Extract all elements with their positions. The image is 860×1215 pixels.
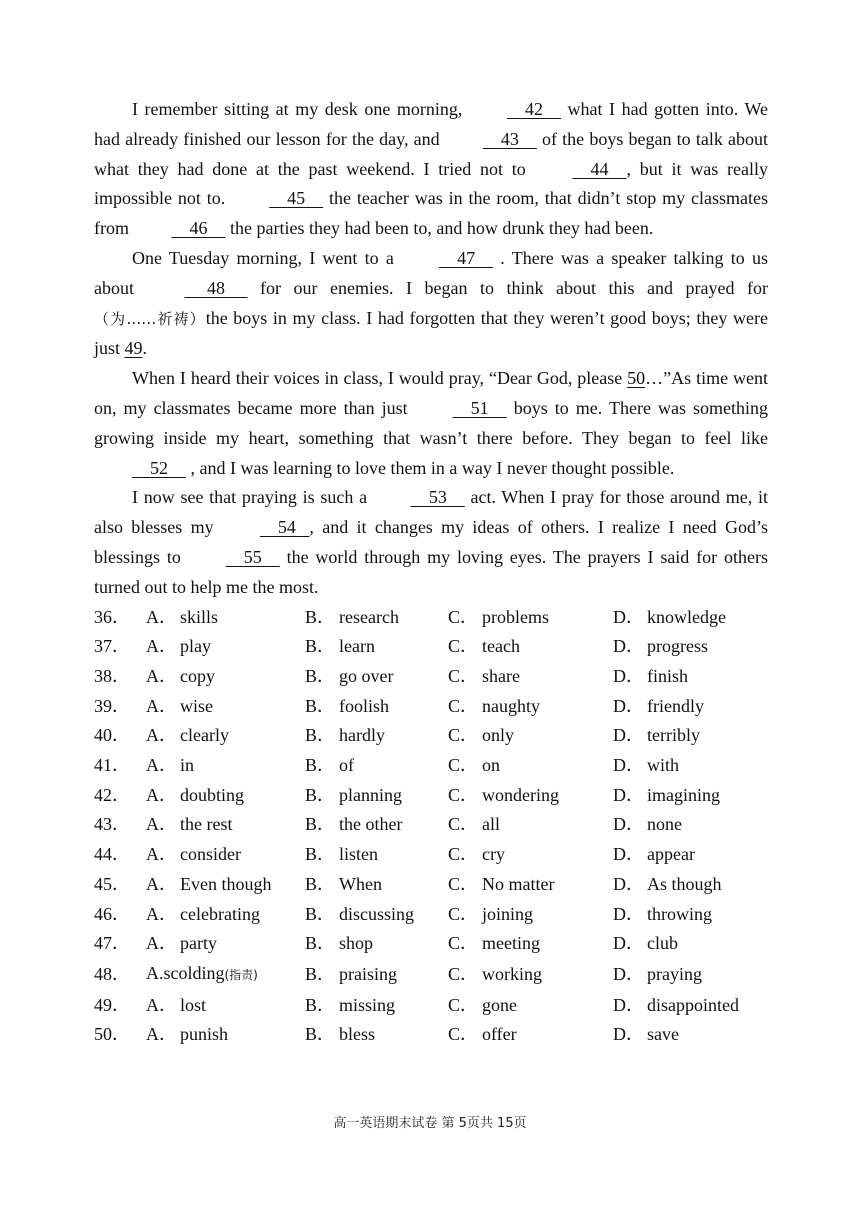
options-table: [94, 603, 768, 1051]
option-b-label: B．: [305, 606, 336, 627]
option-d: imagining: [647, 784, 720, 805]
option-a-label: A．: [146, 636, 177, 657]
option-c-label: C．: [448, 725, 479, 746]
option-a: clearly: [180, 725, 229, 746]
option-a-label: A．: [146, 814, 177, 835]
page-footer: 高一英语期末试卷 第 5页共 15页: [333, 1116, 527, 1131]
option-d: throwing: [647, 903, 712, 924]
option-b-label: B．: [305, 1024, 336, 1045]
question-row: [94, 781, 768, 811]
option-a-label: A．: [146, 933, 177, 954]
option-c: gone: [482, 994, 517, 1015]
passage-text: . There was a speaker talking to us about: [94, 247, 768, 298]
question-number: 44．: [94, 844, 130, 865]
question-row: [94, 632, 768, 662]
option-a: consider: [180, 844, 241, 865]
question-row: [94, 810, 768, 840]
option-a-label: A．: [146, 755, 177, 776]
passage-text: .: [142, 338, 148, 359]
question-number: 40．: [94, 725, 130, 746]
option-d: save: [647, 1024, 679, 1045]
option-b-label: B．: [305, 994, 336, 1015]
question-row: [94, 959, 768, 991]
option-b-label: B．: [305, 844, 336, 865]
passage-text: the world through my loving eyes. The prayers I said for others turned out to help me the most.: [94, 546, 768, 597]
option-c-label: C．: [448, 873, 479, 894]
question-number: 39．: [94, 695, 130, 716]
passage-text: of the boys began to talk about what they had done at the past weekend. I tried not to: [94, 128, 768, 179]
option-b: listen: [339, 844, 378, 865]
option-c-label: C．: [448, 933, 479, 954]
option-b-label: B．: [305, 873, 336, 894]
option-b: foolish: [339, 695, 390, 716]
option-c-label: C．: [448, 903, 479, 924]
option-d: with: [647, 755, 680, 776]
blank-55: 55: [243, 546, 262, 567]
option-d: progress: [647, 636, 708, 657]
passage-text: , and it changes my ideas of others. I realize I need God’s blessings to: [94, 517, 768, 567]
option-a: lost: [180, 994, 207, 1015]
option-a-label: A．: [146, 606, 177, 627]
option-c-label: C．: [448, 636, 479, 657]
option-b-label: B．: [305, 695, 336, 716]
option-a: play: [180, 636, 211, 657]
question-number: 47．: [94, 933, 130, 954]
question-number: 41．: [94, 755, 130, 776]
passage-text: boys to me. There was something growing inside my heart, something that wasn’t there before. They began to feel like: [94, 397, 768, 448]
option-a-label: A．: [146, 1024, 177, 1045]
question-row: [94, 751, 768, 781]
option-c-label: C．: [448, 963, 479, 984]
option-a-note: (指责): [224, 967, 258, 982]
question-row: [94, 991, 768, 1021]
blank-52: 52: [150, 457, 168, 478]
option-a-label: A．: [146, 903, 177, 924]
option-a: copy: [180, 665, 215, 686]
option-c: wondering: [482, 784, 559, 805]
question-number: 46．: [94, 903, 130, 924]
option-c: working: [482, 963, 542, 984]
option-b: bless: [339, 1024, 375, 1045]
option-a: wise: [180, 695, 213, 716]
option-b: shop: [339, 933, 374, 954]
question-number: 50．: [94, 1024, 130, 1045]
option-d-label: D．: [613, 1024, 644, 1045]
blank-49: 49: [124, 338, 143, 359]
option-c: teach: [482, 636, 520, 657]
option-d-label: D．: [613, 903, 644, 924]
option-d: appear: [647, 844, 695, 865]
question-row: [94, 721, 768, 751]
option-a-label: A.: [146, 962, 164, 983]
option-d: friendly: [647, 695, 704, 716]
passage-text: One Tuesday morning, I went to a: [132, 247, 402, 268]
blank-47: 47: [457, 247, 476, 268]
question-number: 45．: [94, 873, 130, 894]
option-d: club: [647, 933, 678, 954]
passage-text: , but it was really impossible not to.: [94, 158, 768, 209]
option-a: Even though: [180, 873, 272, 894]
option-a: punish: [180, 1024, 229, 1045]
question-number: 38．: [94, 665, 130, 686]
option-b-label: B．: [305, 636, 336, 657]
option-c-label: C．: [448, 814, 479, 835]
option-d: disappointed: [647, 994, 739, 1015]
option-d-label: D．: [613, 963, 644, 984]
option-a-label: A．: [146, 784, 177, 805]
option-d: finish: [647, 665, 689, 686]
option-b-label: B．: [305, 814, 336, 835]
option-d-label: D．: [613, 933, 644, 954]
option-c: No matter: [482, 873, 555, 894]
question-number: 49．: [94, 994, 130, 1015]
blank-44: 44: [590, 158, 609, 179]
passage-text: act. When I pray for those around me, it also blesses my: [94, 487, 768, 538]
option-a: celebrating: [180, 903, 260, 924]
option-c: all: [482, 814, 500, 835]
blank-54: 54: [277, 517, 296, 538]
exam-page: [94, 95, 768, 1050]
passage-paragraph-4: [94, 483, 768, 602]
blank-43: 43: [500, 128, 519, 149]
option-c: meeting: [482, 933, 540, 954]
option-b: learn: [339, 636, 375, 657]
option-c: cry: [482, 844, 505, 865]
passage-text: …”As time went on, my classmates became more than just: [94, 368, 768, 418]
option-d-label: D．: [613, 755, 644, 776]
option-c-label: C．: [448, 1024, 479, 1045]
option-a-label: A．: [146, 844, 177, 865]
question-number: 43．: [94, 814, 130, 835]
passage-text: I remember sitting at my desk one morning,: [132, 99, 469, 119]
question-row: [94, 662, 768, 692]
option-b: of: [339, 755, 354, 776]
question-row: [94, 840, 768, 870]
option-c-label: C．: [448, 844, 479, 865]
blank-42: 42: [524, 99, 543, 119]
option-d: knowledge: [647, 606, 726, 627]
option-c: offer: [482, 1024, 517, 1045]
option-d-label: D．: [613, 994, 644, 1015]
passage-paragraph-3: [94, 364, 768, 483]
blank-46: 46: [189, 218, 208, 239]
option-d-label: D．: [613, 665, 644, 686]
option-c-label: C．: [448, 695, 479, 716]
option-c-label: C．: [448, 994, 479, 1015]
option-a: skills: [180, 606, 219, 627]
option-c: naughty: [482, 695, 540, 716]
option-b: When: [339, 873, 382, 894]
passage-text: for our enemies. I began to think about this and prayed for: [247, 277, 768, 298]
passage-paragraph-1: [94, 95, 768, 244]
option-b: the other: [339, 814, 403, 835]
question-row: [94, 1020, 768, 1050]
question-number: 36．: [94, 606, 130, 627]
option-c-label: C．: [448, 755, 479, 776]
blank-51: 51: [470, 397, 489, 418]
option-d-label: D．: [613, 784, 644, 805]
option-b: planning: [339, 784, 402, 805]
question-row: [94, 900, 768, 930]
option-d-label: D．: [613, 814, 644, 835]
question-row: [94, 929, 768, 959]
option-d-label: D．: [613, 873, 644, 894]
blank-45: 45: [287, 188, 306, 209]
option-d-label: D．: [613, 844, 644, 865]
option-c-label: C．: [448, 606, 479, 627]
passage-text: the boys in my class. I had forgotten that they weren’t good boys; they were just: [94, 307, 768, 359]
option-d: terribly: [647, 725, 700, 746]
option-b: research: [339, 606, 399, 627]
option-b-label: B．: [305, 963, 336, 984]
option-a-label: A．: [146, 695, 177, 716]
question-row: [94, 603, 768, 633]
option-a: doubting: [180, 784, 245, 805]
question-row: [94, 692, 768, 722]
option-b: go over: [339, 665, 394, 686]
option-d-label: D．: [613, 725, 644, 746]
option-c: joining: [482, 903, 534, 924]
option-a-label: A．: [146, 725, 177, 746]
option-d: praying: [647, 963, 702, 984]
option-c: on: [482, 755, 500, 776]
option-a: party: [180, 933, 217, 954]
option-d: none: [647, 814, 682, 835]
option-b: discussing: [339, 903, 415, 924]
option-c-label: C．: [448, 665, 479, 686]
passage-text: the parties they had been to, and how drunk they had been.: [225, 218, 654, 239]
option-b-label: B．: [305, 784, 336, 805]
option-b-label: B．: [305, 665, 336, 686]
option-a: the rest: [180, 814, 233, 835]
passage-text: I now see that praying is such a: [132, 487, 373, 508]
option-d-label: D．: [613, 636, 644, 657]
option-a-label: A．: [146, 994, 177, 1015]
option-b-label: B．: [305, 903, 336, 924]
option-b-label: B．: [305, 933, 336, 954]
option-b: praising: [339, 963, 397, 984]
option-a: scolding: [163, 962, 225, 983]
blank-53: 53: [428, 487, 447, 508]
option-a-label: A．: [146, 873, 177, 894]
option-b-label: B．: [305, 755, 336, 776]
option-a-label: A．: [146, 665, 177, 686]
option-d-label: D．: [613, 606, 644, 627]
passage-text: When I heard their voices in class, I would pray, “Dear God, please: [132, 368, 628, 389]
option-c: share: [482, 665, 520, 686]
passage-text: what I had gotten into. We had already finished our lesson for the day, and: [94, 99, 768, 149]
option-c: only: [482, 725, 515, 746]
option-c-label: C．: [448, 784, 479, 805]
question-number: 48．: [94, 963, 130, 984]
passage-text: the teacher was in the room, that didn’t stop my classmates from: [94, 188, 768, 239]
option-d: As though: [647, 873, 722, 894]
question-number: 37．: [94, 636, 130, 657]
question-number: 42．: [94, 784, 130, 805]
option-c: problems: [482, 606, 549, 627]
chinese-gloss: （为……祈祷）: [94, 309, 206, 328]
option-b: missing: [339, 994, 396, 1015]
passage-paragraph-2: [94, 244, 768, 364]
blank-50: 50: [627, 368, 646, 389]
question-row: [94, 870, 768, 900]
option-a: in: [180, 755, 195, 776]
passage-text: , and I was learning to love them in a way I never thought possible.: [186, 457, 675, 478]
option-d-label: D．: [613, 695, 644, 716]
option-b: hardly: [339, 725, 385, 746]
blank-48: 48: [207, 277, 225, 298]
option-b-label: B．: [305, 725, 336, 746]
